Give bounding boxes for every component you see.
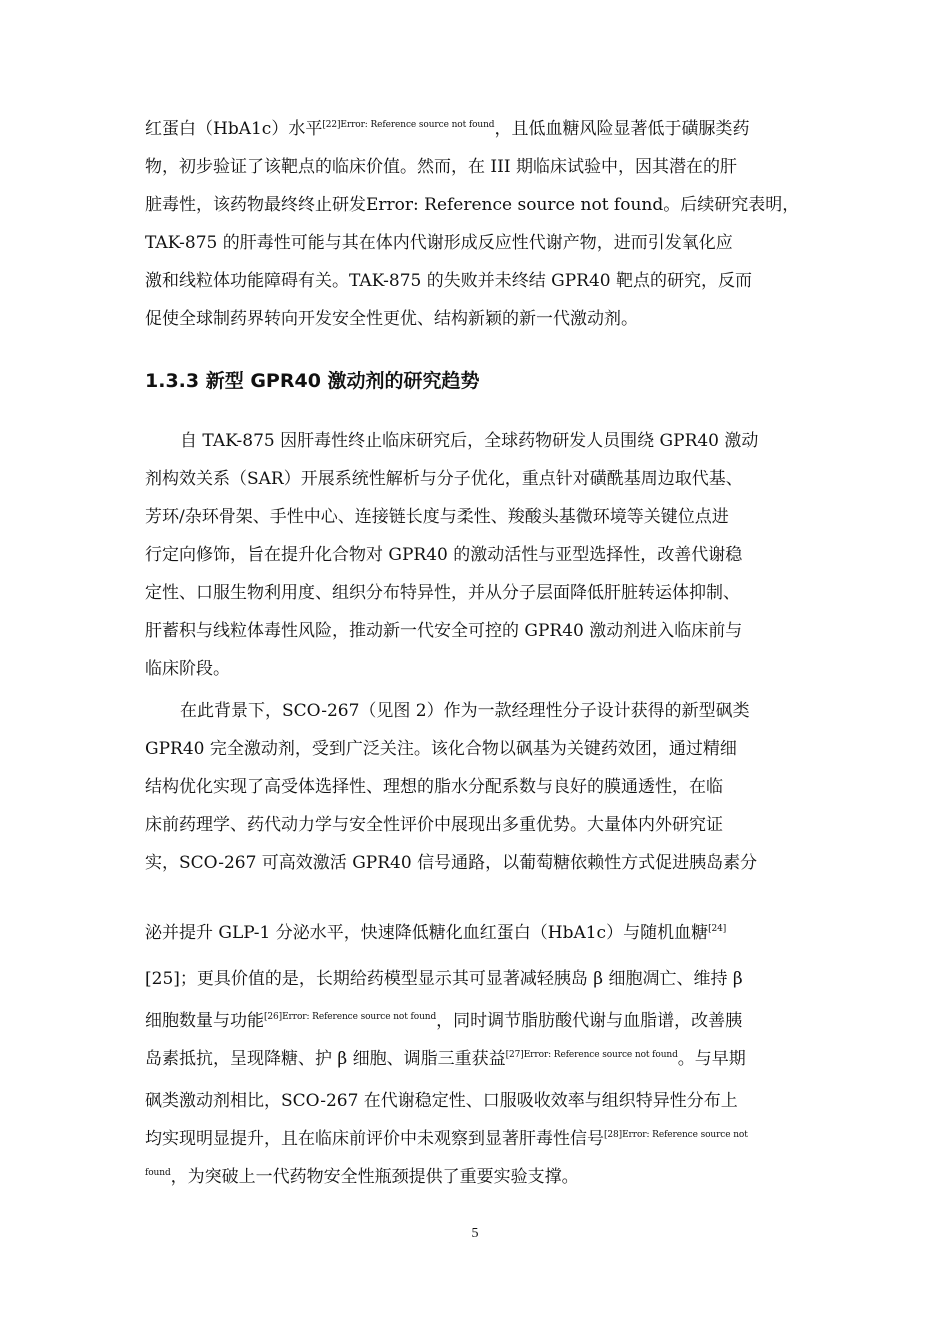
citation-superscript: [26]Error: Reference source not found bbox=[264, 1012, 437, 1022]
paragraph-3-line-12 bbox=[145, 1165, 825, 1189]
paragraph-2-line-5: 定性、口服生物利用度、组织分布特异性，并从分子层面降低肝脏转运体抑制、 bbox=[145, 583, 740, 603]
paragraph-3-line-10: 砜类激动剂相比，SCO-267 在代谢稳定性、口服吸收效率与组织特异性分布上 bbox=[145, 1091, 738, 1111]
paragraph-2-line-4: 行定向修饰，旨在提升化合物对 GPR40 的激动活性与亚型选择性，改善代谢稳 bbox=[145, 545, 743, 565]
paragraph-2-line-2: 剂构效关系（SAR）开展系统性解析与分子优化，重点针对磺酰基周边取代基、 bbox=[145, 469, 743, 489]
paragraph-3-line-4: 床前药理学、药代动力学与安全性评价中展现出多重优势。大量体内外研究证 bbox=[145, 815, 723, 835]
paragraph-2-line-7: 临床阶段。 bbox=[145, 659, 230, 679]
paragraph-1-line-5: 激和线粒体功能障碍有关。TAK-875 的失败并未终结 GPR40 靶点的研究，反而 bbox=[145, 271, 753, 291]
text-run: ，且低血糖风险显著低于磺脲类药 bbox=[494, 119, 750, 139]
citation-superscript: [24] bbox=[708, 924, 727, 934]
paragraph-3-line-2: GPR40 完全激动剂，受到广泛关注。该化合物以砜基为关键药效团，通过精细 bbox=[145, 739, 737, 759]
citation-superscript: [22]Error: Reference source not found bbox=[322, 120, 495, 130]
paragraph-3-line-6 bbox=[145, 921, 825, 945]
paragraph-3-line-7: [25]；更具价值的是，长期给药模型显示其可显著减轻胰岛 β 细胞凋亡、维持 β bbox=[145, 969, 743, 989]
text-run: 岛素抵抗，呈现降糖、护 β 细胞、调脂三重获益 bbox=[145, 1049, 506, 1069]
page-number: 5 bbox=[471, 1226, 479, 1241]
paragraph-1-line-3: 脏毒性，该药物最终终止研发Error: Reference source not found。后续研究表明， bbox=[145, 195, 800, 215]
citation-superscript: [28]Error: Reference source not bbox=[604, 1130, 748, 1140]
text-run: 细胞数量与功能 bbox=[145, 1011, 264, 1031]
paragraph-1-line-4: TAK-875 的肝毒性可能与其在体内代谢形成反应性代谢产物，进而引发氧化应 bbox=[145, 233, 733, 253]
paragraph-3-line-8 bbox=[145, 1009, 825, 1033]
text-run: 。与早期 bbox=[677, 1049, 746, 1069]
text-run: 红蛋白（HbA1c）水平 bbox=[145, 119, 323, 139]
text-run: 均实现明显提升，且在临床前评价中未观察到显著肝毒性信号 bbox=[145, 1129, 604, 1149]
paragraph-3-line-5: 实，SCO-267 可高效激活 GPR40 信号通路，以葡萄糖依赖性方式促进胰岛素分 bbox=[145, 853, 758, 873]
paragraph-3-line-3: 结构优化实现了高受体选择性、理想的脂水分配系数与良好的膜通透性，在临 bbox=[145, 777, 723, 797]
text-run: ，为突破上一代药物安全性瓶颈提供了重要实验支撑。 bbox=[170, 1167, 579, 1187]
paragraph-2-line-6: 肝蓄积与线粒体毒性风险，推动新一代安全可控的 GPR40 激动剂进入临床前与 bbox=[145, 621, 743, 641]
section-heading: 1.3.3 新型 GPR40 激动剂的研究趋势 bbox=[145, 370, 480, 392]
paragraph-3-line-9 bbox=[145, 1047, 825, 1071]
citation-superscript: [27]Error: Reference source not found bbox=[505, 1050, 678, 1060]
paragraph-2-line-1: 自 TAK-875 因肝毒性终止临床研究后，全球药物研发人员围绕 GPR40 激动 bbox=[180, 431, 759, 451]
paragraph-3-line-1: 在此背景下，SCO-267（见图 2）作为一款经理性分子设计获得的新型砜类 bbox=[180, 701, 750, 721]
text-run: 泌并提升 GLP-1 分泌水平，快速降低糖化血红蛋白（HbA1c）与随机血糖 bbox=[145, 923, 709, 943]
text-run: ，同时调节脂肪酸代谢与血脂谱，改善胰 bbox=[436, 1011, 743, 1031]
citation-superscript: found bbox=[145, 1168, 171, 1178]
paragraph-3-line-11 bbox=[145, 1127, 825, 1151]
paragraph-1-line-1 bbox=[145, 117, 825, 141]
paragraph-1-line-2: 物，初步验证了该靶点的临床价值。然而，在 III 期临床试验中，因其潜在的肝 bbox=[145, 157, 737, 177]
paragraph-1-line-6: 促使全球制药界转向开发安全性更优、结构新颖的新一代激动剂。 bbox=[145, 309, 638, 329]
paragraph-2-line-3: 芳环/杂环骨架、手性中心、连接链长度与柔性、羧酸头基微环境等关键位点进 bbox=[145, 507, 729, 527]
